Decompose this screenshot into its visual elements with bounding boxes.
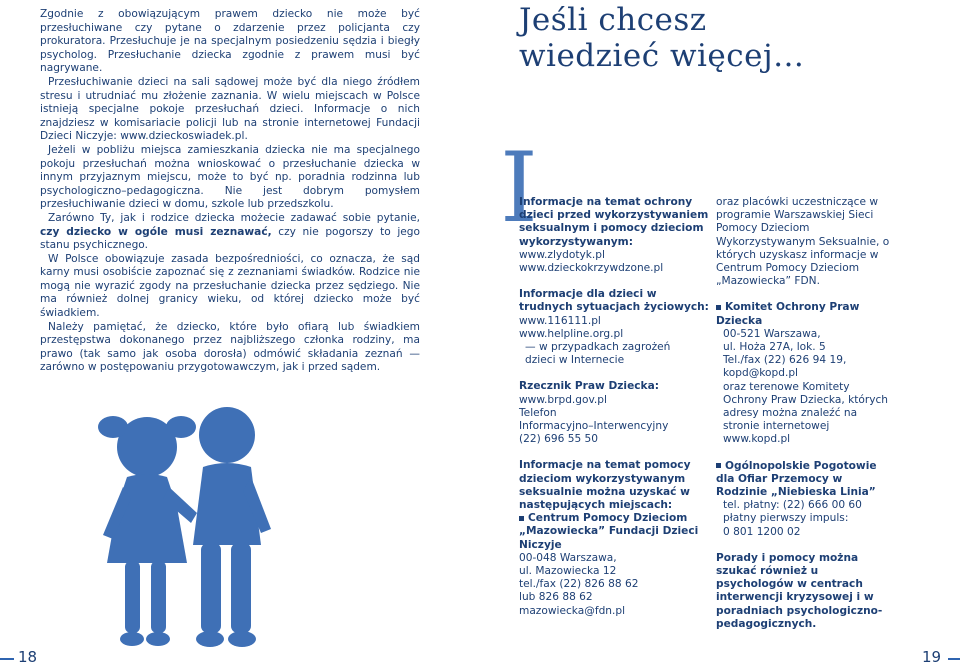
block-title: Informacje dla dzieci w trudnych sytuacjach życiowych: <box>519 288 709 314</box>
page-number-left: 18 <box>18 648 38 665</box>
resource-block-kopd <box>716 301 896 446</box>
block-title: Informacje na temat pomocy dzieciom wykorzystywanym seksualnie można uzyskać w następujących miejscach: <box>519 459 691 512</box>
link-helpline[interactable]: www.helpline.org.pl <box>519 327 624 340</box>
address-line: ul. Mazowiecka 12 <box>519 565 617 578</box>
page-number-right: 19 <box>922 648 942 665</box>
page-rule-right <box>948 658 960 660</box>
blue-line-title: Ogólnopolskie Pogotowie dla Ofiar Przemocy w Rodzinie „Niebieska Linia” <box>716 459 877 499</box>
paragraph-4-pre: Zarówno Ty, jak i rodzice dziecka możecie zadawać sobie pytanie, <box>48 211 420 224</box>
paragraph-4 <box>40 212 420 253</box>
address-line: ul. Hoża 27A, lok. 5 <box>723 341 826 354</box>
paragraph-1: Zgodnie z obowiązującym prawem dziecko nie może być przesłuchiwane czy pytane o zdarzenie przez policjanta czy prokuratora. Przesłuchuje je na specjalnym posiedzeniu sędzia i biegły psycholog. Przesłuchanie dziecka zgodnie z prawem musi być nagrywane. <box>40 8 420 75</box>
left-page-text <box>40 8 420 375</box>
network-text: oraz placówki uczestniczące w programie Warszawskiej Sieci Pomocy Dzieciom Wykorzystywanym Seksualnie, o których uzyskasz informacje w Centrum Pomocy Dzieciom „Mazowiecka” FDN. <box>716 196 890 288</box>
boy-foot-right <box>228 631 256 647</box>
resource-block-hard-situations <box>519 288 709 367</box>
boy-foot-left <box>196 631 224 647</box>
block-title <box>716 460 896 500</box>
phone-number: 0 801 1200 02 <box>723 525 801 538</box>
helpline-note-2: dzieci w Internecie <box>525 354 625 367</box>
resource-block-protection <box>519 196 709 275</box>
paragraph-2: Przesłuchiwanie dzieci na sali sądowej może być dla niego źródłem stresu i utrudniać mu złożenie zaznania. W wielu miejscach w Polsce istnieją specjalne pokoje przesłuchań dzieci. Informacje o nich znajdziesz w komisariacie policji lub na stronie internetowej Fundacji Dzieci Niczyje: www.dzieckoswiadek.pl. <box>40 75 420 143</box>
phone-number: (22) 696 55 50 <box>519 433 599 446</box>
phone-line: tel. płatny: (22) 666 00 60 <box>723 499 862 512</box>
drop-cap-letter: I <box>500 132 538 244</box>
organization-name <box>519 512 709 552</box>
paragraph-5: W Polsce obowiązuje zasada bezpośredniości, co oznacza, że sąd karny musi osobiście zapoznać się z zeznaniami świadków. Rodzice nie mogą nie wyrazić zgody na przesłuchanie dziecka przez sędziego. Nie ma również dolnej granicy wieku, od której dziecko może być świadkiem. <box>40 252 420 320</box>
phone-label: Telefon <box>519 406 557 419</box>
resource-block-ombudsman <box>519 380 709 446</box>
link-116111[interactable]: www.116111.pl <box>519 314 601 327</box>
girl-leg-left <box>125 561 140 633</box>
address-line: 00-048 Warszawa, <box>519 551 617 564</box>
block-title: Rzecznik Praw Dziecka: <box>519 380 659 393</box>
girl-pigtail-left <box>98 416 128 438</box>
resources-column-2 <box>716 196 896 644</box>
address-line: 00-521 Warszawa, <box>723 327 821 340</box>
kopd-note: oraz terenowe Komitety Ochrony Praw Dziecka, których adresy można znaleźć na stronie internetowej www.kopd.pl <box>723 380 889 446</box>
paragraph-4-post: czy nie pogorszy to jego stanu psychicznego. <box>40 225 420 252</box>
phone-label-2: Informacyjno–Interwencyjny <box>519 420 669 433</box>
children-silhouette-image <box>95 395 275 650</box>
heading-line-2: wiedzieć więcej… <box>519 38 805 74</box>
block-title: Porady i pomocy można szukać również u psychologów w centrach interwencji kryzysowej i w poradniach psychologiczno-pedagogicznych. <box>716 551 883 630</box>
boy-leg-right <box>231 543 251 633</box>
girl-foot-left <box>120 632 144 646</box>
link-zlydotyk[interactable]: www.zlydotyk.pl <box>519 248 605 261</box>
resources-column-1 <box>519 196 709 631</box>
heading-line-1: Jeśli chcesz <box>519 2 707 38</box>
resource-block-psychologists <box>716 552 896 631</box>
girl-foot-right <box>146 632 170 646</box>
resource-block-network <box>716 196 896 288</box>
block-title: Informacje na temat ochrony dzieci przed wykorzystywaniem seksualnym i pomocy dzieciom wykorzystywanym: <box>519 196 709 248</box>
link-brpd[interactable]: www.brpd.gov.pl <box>519 393 607 406</box>
bullet-square-icon <box>519 516 524 521</box>
resource-block-help-places <box>519 459 709 617</box>
paragraph-6: Należy pamiętać, że dziecko, które było ofiarą lub świadkiem przestępstwa dokonanego przez najbliższego członka rodziny, ma prawo (tak samo jak osoba dorosła) odmówić składania zeznań — zarówno w postępowaniu przygotowawczym, jak i przed sądem. <box>40 320 420 374</box>
phone-line-2: płatny pierwszy impuls: <box>723 512 849 525</box>
girl-pigtail-right <box>166 416 196 438</box>
email-link[interactable]: kopd@kopd.pl <box>723 367 799 380</box>
section-heading <box>519 2 805 74</box>
paragraph-4-bold: czy dziecko w ogóle musi zeznawać, <box>40 225 272 238</box>
fax-line: Tel./fax (22) 626 94 19, <box>723 354 847 367</box>
boy-head <box>199 407 255 463</box>
boy-leg-left <box>201 543 221 633</box>
bullet-square-icon <box>716 305 721 310</box>
page-rule-left <box>0 658 14 660</box>
resource-block-blue-line <box>716 460 896 539</box>
block-title <box>716 301 896 327</box>
email-link[interactable]: mazowiecka@fdn.pl <box>519 604 626 617</box>
organization-label: Centrum Pomocy Dzieciom „Mazowiecka” Fundacji Dzieci Niczyje <box>519 512 699 551</box>
fax-line-2: lub 826 88 62 <box>519 591 593 604</box>
link-dzieckokrzywdzone[interactable]: www.dzieckokrzywdzone.pl <box>519 262 664 275</box>
helpline-note: — w przypadkach zagrożeń <box>525 341 671 354</box>
bullet-square-icon <box>716 463 721 468</box>
fax-line: tel./fax (22) 826 88 62 <box>519 578 639 591</box>
girl-leg-right <box>151 561 166 633</box>
kopd-title: Komitet Ochrony Praw Dziecka <box>716 301 860 327</box>
paragraph-3: Jeżeli w pobliżu miejsca zamieszkania dziecka nie ma specjalnego pokoju przesłuchań można wnioskować o przesłuchanie dziecka w innym przyjaznym miejscu, może to być np. poradnia rodzinna lub psychologiczno–pedagogiczna. Nie jest dobrym pomysłem przesłuchiwanie dzieci w domu, szkole lub przedszkolu. <box>40 143 420 211</box>
